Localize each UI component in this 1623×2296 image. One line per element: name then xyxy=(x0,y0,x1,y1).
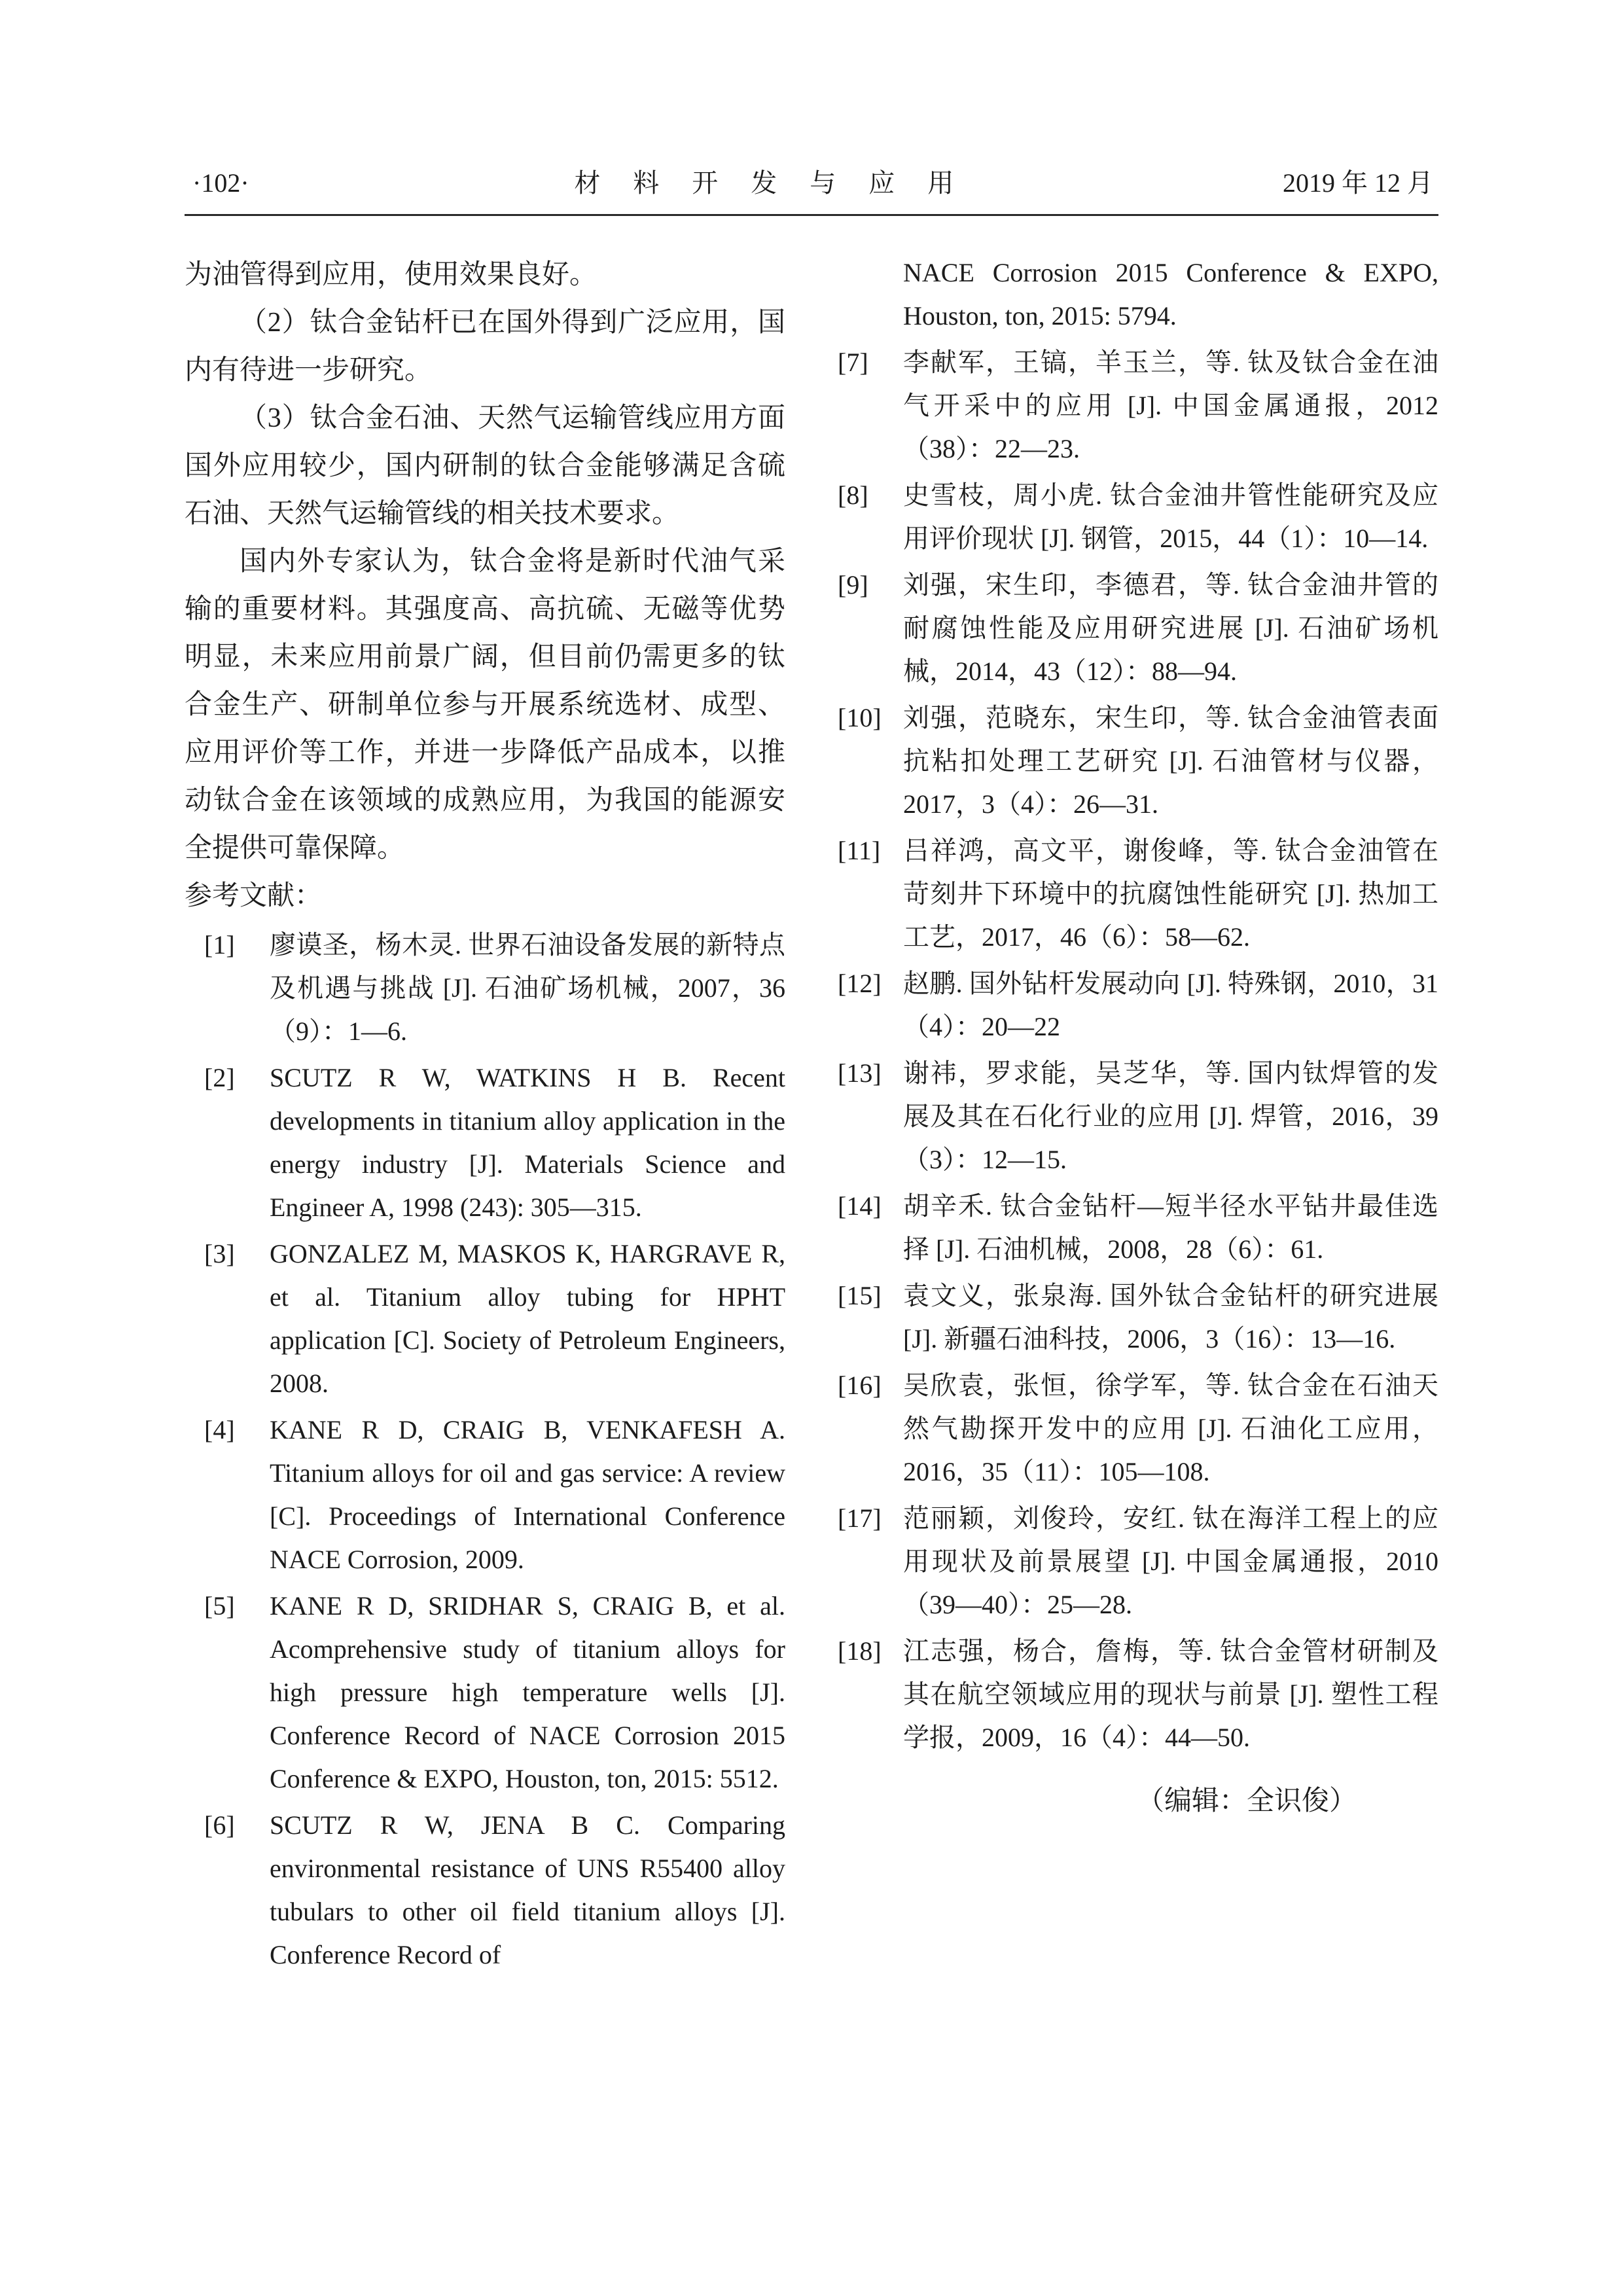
page-header xyxy=(185,162,1438,200)
references-heading: 参考文献： xyxy=(185,881,323,911)
reference-text: GONZALEZ M, MASKOS K, HARGRAVE R, et al. Titanium alloy tubing for HPHT application [C]. Society of Petroleum Engineers, 2008. xyxy=(270,1239,785,1398)
reference-label: [2] xyxy=(204,1063,235,1092)
reference-label: [4] xyxy=(204,1415,235,1444)
reference-item xyxy=(185,1804,785,1977)
reference-continuation: NACE Corrosion 2015 Conference & EXPO, Houston, ton, 2015: 5794. xyxy=(903,258,1438,331)
reference-text: 吕祥鸿，高文平，谢俊峰，等. 钛合金油管在苛刻井下环境中的抗腐蚀性能研究 [J]. 热加工工艺，2017，46（6）：58—62. xyxy=(903,836,1438,952)
reference-item xyxy=(838,696,1438,826)
reference-item xyxy=(838,829,1438,959)
reference-item xyxy=(838,341,1438,471)
right-column xyxy=(838,251,1438,1977)
reference-label: [1] xyxy=(204,930,235,960)
journal-title: 材 料 开 发 与 应 用 xyxy=(574,168,958,198)
reference-text: 吴欣袁，张恒，徐学军，等. 钛合金在石油天然气勘探开发中的应用 [J]. 石油化工应用，2016，35（11）：105—108. xyxy=(903,1371,1438,1486)
reference-label: [12] xyxy=(838,969,882,998)
reference-label: [16] xyxy=(838,1371,882,1400)
paragraph: （3）钛合金石油、天然气运输管线应用方面国外应用较少，国内研制的钛合金能够满足含硫石油、天然气运输管线的相关技术要求。 xyxy=(185,403,785,529)
reference-item xyxy=(838,564,1438,693)
reference-item xyxy=(185,924,785,1053)
reference-text: 江志强，杨合，詹梅，等. 钛合金管材研制及其在航空领域应用的现状与前景 [J]. 塑性工程学报，2009，16（4）：44—50. xyxy=(903,1636,1438,1752)
reference-text: 史雪枝，周小虎. 钛合金油井管性能研究及应用评价现状 [J]. 钢管，2015，44（1）：10—14. xyxy=(903,480,1438,553)
paragraph: （2）钛合金钻杆已在国外得到广泛应用，国内有待进一步研究。 xyxy=(185,308,785,386)
reference-text: SCUTZ R W, WATKINS H B. Recent developments in titanium alloy application in the energy industry [J]. Materials Science and Engineer A, 1998 (243): 305—315. xyxy=(270,1063,785,1222)
reference-label: [8] xyxy=(838,480,868,510)
reference-label: [7] xyxy=(838,348,868,377)
reference-item xyxy=(838,1497,1438,1626)
page-number: ·102· xyxy=(192,168,249,198)
reference-item xyxy=(838,1630,1438,1759)
reference-text: 袁文义，张泉海. 国外钛合金钻杆的研究进展 [J]. 新疆石油科技，2006，3（16）：13—16. xyxy=(903,1281,1438,1354)
reference-item xyxy=(838,474,1438,560)
reference-text: 胡辛禾. 钛合金钻杆—短半径水平钻井最佳选择 [J]. 石油机械，2008，28（6）：61. xyxy=(903,1191,1438,1264)
reference-label: [13] xyxy=(838,1058,882,1088)
reference-text: 刘强，范晓东，宋生印，等. 钛合金油管表面抗粘扣处理工艺研究 [J]. 石油管材与仪器，2017，3（4）：26—31. xyxy=(903,703,1438,819)
reference-label: [11] xyxy=(838,836,881,865)
reference-text: KANE R D, SRIDHAR S, CRAIG B, et al. Acomprehensive study of titanium alloys for high pressure high temperature wells [J]. Conference Record of NACE Corrosion 2015 Conference & EXPO, Houston, ton, 2015: 5512. xyxy=(270,1591,785,1793)
paragraph: 国内外专家认为，钛合金将是新时代油气采输的重要材料。其强度高、高抗硫、无磁等优势明显，未来应用前景广阔，但目前仍需更多的钛合金生产、研制单位参与开展系统选材、成型、应用评价等工作，并进一步降低产品成本，以推动钛合金在该领域的成熟应用，为我国的能源安全提供可靠保障。 xyxy=(185,547,785,863)
reference-label: [6] xyxy=(204,1810,235,1840)
reference-text: 李献军，王镐，羊玉兰，等. 钛及钛合金在油气开采中的应用 [J]. 中国金属通报，2012（38）：22—23. xyxy=(903,348,1438,463)
page-content xyxy=(185,162,1438,1977)
reference-item xyxy=(838,1364,1438,1494)
reference-label: [10] xyxy=(838,703,882,732)
reference-label: [5] xyxy=(204,1591,235,1621)
reference-item xyxy=(838,962,1438,1049)
reference-item xyxy=(185,1585,785,1801)
editor-note: （编辑：全识俊） xyxy=(1136,1786,1357,1816)
reference-text: 赵鹏. 国外钻杆发展动向 [J]. 特殊钢，2010，31（4）：20—22 xyxy=(903,969,1438,1041)
two-column-layout xyxy=(185,251,1438,1977)
reference-item xyxy=(185,1408,785,1581)
reference-text: 谢祎，罗求能，吴芝华，等. 国内钛焊管的发展及其在石化行业的应用 [J]. 焊管，2016，39（3）：12—15. xyxy=(903,1058,1438,1174)
reference-item xyxy=(185,1232,785,1405)
reference-text: 刘强，宋生印，李德君，等. 钛合金油井管的耐腐蚀性能及应用研究进展 [J]. 石油矿场机械，2014，43（12）：88—94. xyxy=(903,570,1438,686)
reference-label: [15] xyxy=(838,1281,882,1310)
header-rule xyxy=(185,214,1438,216)
reference-label: [17] xyxy=(838,1503,882,1533)
reference-item xyxy=(838,1185,1438,1271)
issue-date: 2019 年 12 月 xyxy=(1282,168,1433,198)
reference-label: [9] xyxy=(838,570,868,600)
reference-item xyxy=(838,1052,1438,1181)
left-column xyxy=(185,251,785,1977)
reference-text: SCUTZ R W, JENA B C. Comparing environmental resistance of UNS R55400 alloy tubulars to other oil field titanium alloys [J]. Conference Record of xyxy=(270,1810,785,1969)
reference-item xyxy=(838,1274,1438,1361)
reference-item xyxy=(185,1056,785,1229)
reference-label: [14] xyxy=(838,1191,882,1221)
reference-text: 范丽颖，刘俊玲，安红. 钛在海洋工程上的应用现状及前景展望 [J]. 中国金属通报，2010（39—40）：25—28. xyxy=(903,1503,1438,1619)
reference-text: 廖谟圣，杨木灵. 世界石油设备发展的新特点及机遇与挑战 [J]. 石油矿场机械，2007，36（9）：1—6. xyxy=(270,930,785,1046)
reference-label: [18] xyxy=(838,1636,882,1666)
paragraph: 为油管得到应用，使用效果良好。 xyxy=(185,260,597,290)
reference-text: KANE R D, CRAIG B, VENKAFESH A. Titanium alloys for oil and gas service: A review [C]. Proceedings of International Conference NACE Corrosion, 2009. xyxy=(270,1415,785,1574)
reference-label: [3] xyxy=(204,1239,235,1268)
